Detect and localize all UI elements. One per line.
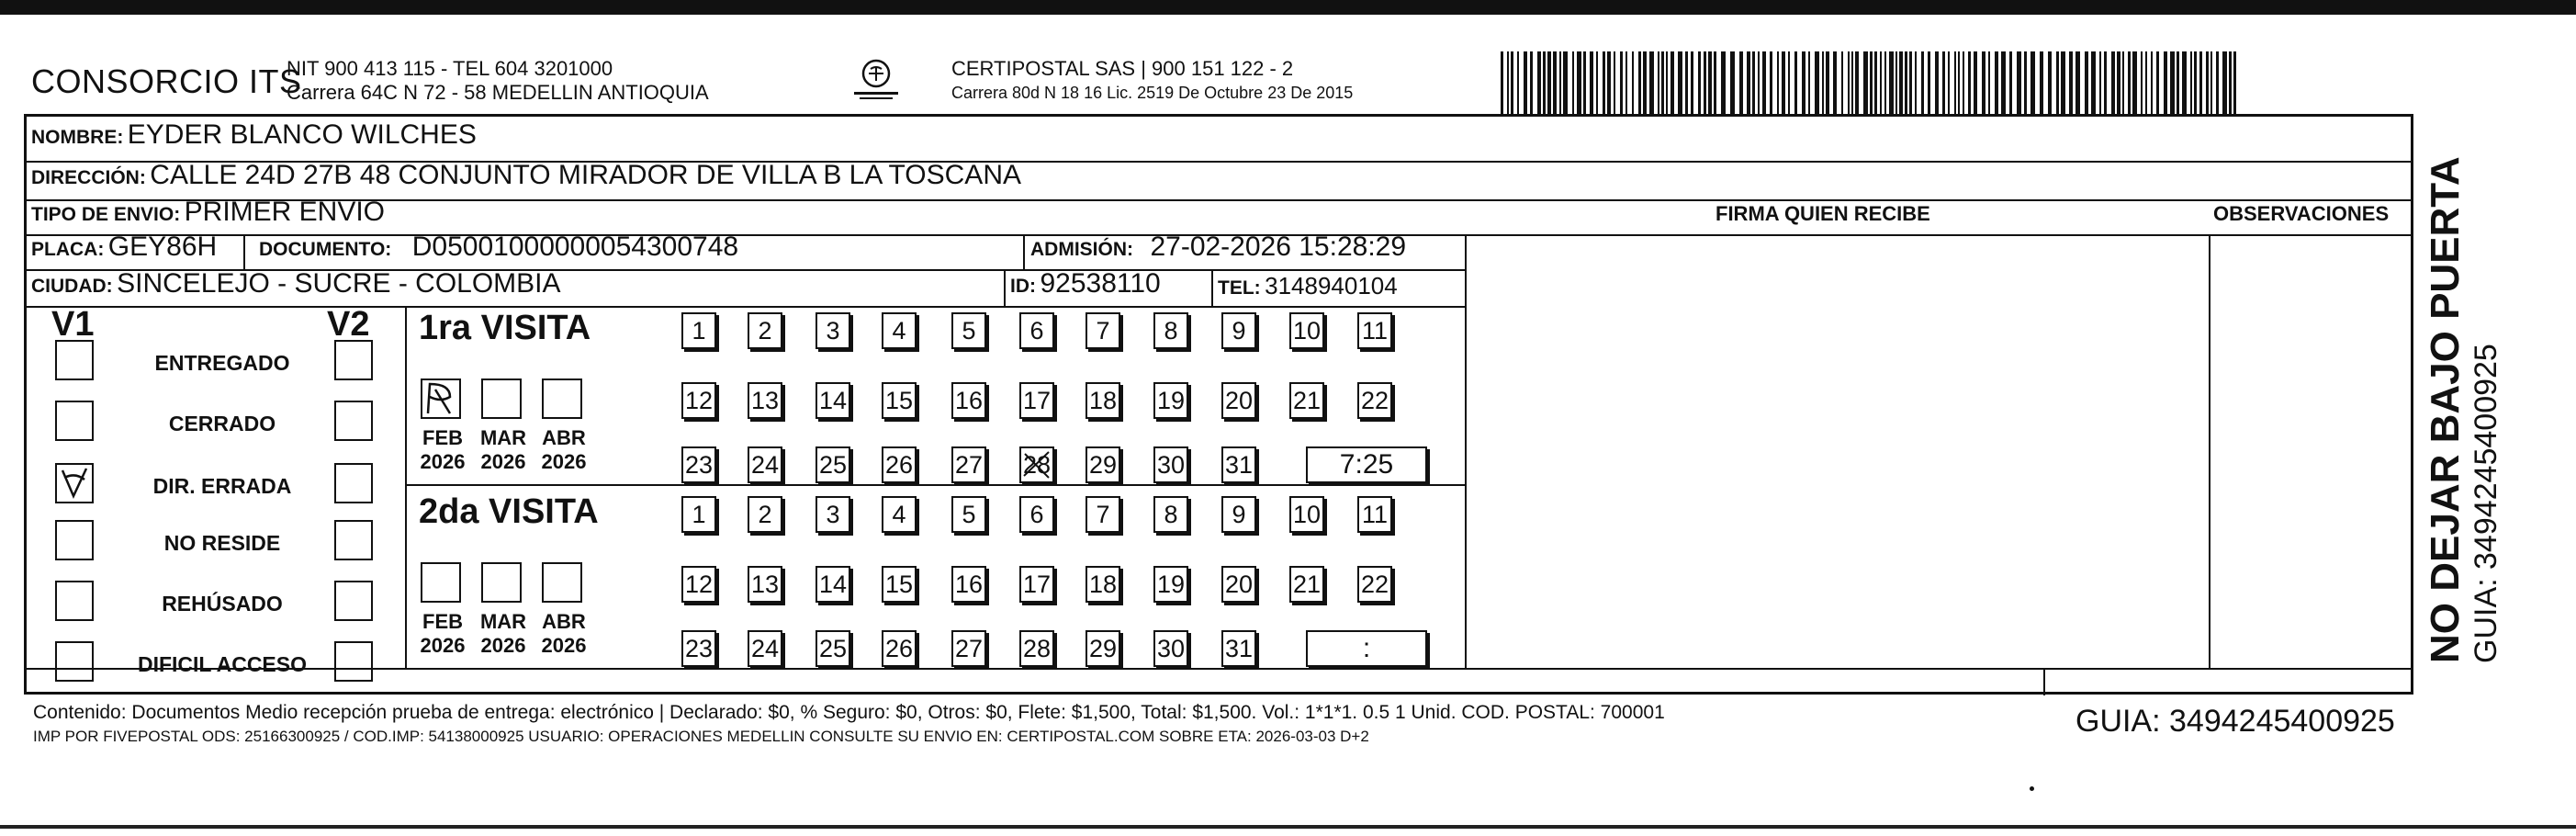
day-box[interactable]: 5 — [951, 312, 986, 349]
day-box[interactable]: 30 — [1153, 446, 1188, 483]
month-year: 2026 — [541, 450, 587, 473]
side-text — [2423, 156, 2504, 663]
certipostal-logo-icon — [852, 55, 900, 103]
month-year: 2026 — [480, 634, 526, 657]
barcode — [1501, 51, 2235, 116]
footer-imp-line: IMP POR FIVEPOSTAL ODS: 25166300925 / COD.IMP: 54138000925 USUARIO: OPERACIONES MEDELLIN CONSULTE SU ENVIO EN: CERTIPOSTAL.COM SOBRE ETA: 2026-03-03 D+2 — [33, 728, 1369, 745]
day-box[interactable]: 4 — [882, 496, 917, 533]
day-box[interactable]: 12 — [681, 382, 716, 419]
certipostal-info — [951, 57, 1353, 105]
documento-field — [259, 232, 738, 263]
status-option-label: ENTREGADO — [154, 351, 290, 375]
day-box[interactable]: 31 — [1221, 630, 1256, 667]
v1-checkbox[interactable] — [55, 641, 94, 682]
stray-dot — [2030, 786, 2034, 791]
day-box[interactable]: 29 — [1086, 446, 1120, 483]
day-box[interactable]: 13 — [748, 382, 782, 419]
month-name: MAR — [479, 426, 527, 449]
v1-checkbox[interactable] — [55, 581, 94, 621]
month-checkbox[interactable] — [421, 378, 461, 419]
v2-checkbox[interactable] — [334, 463, 373, 503]
day-box[interactable]: 14 — [816, 382, 850, 419]
month-checkbox[interactable] — [542, 562, 582, 603]
side-guia: GUIA: 3494245400925 — [2469, 344, 2503, 663]
ciudad-value: SINCELEJO - SUCRE - COLOMBIA — [117, 268, 561, 299]
id-label: ID: — [1010, 276, 1036, 297]
month-name: FEB — [422, 610, 463, 633]
day-box[interactable]: 23 — [681, 446, 716, 483]
month-label — [536, 610, 591, 658]
day-box[interactable]: 9 — [1221, 496, 1256, 533]
day-box[interactable]: 24 — [748, 446, 782, 483]
day-box[interactable]: 8 — [1153, 312, 1188, 349]
month-name: FEB — [422, 426, 463, 449]
day-box[interactable]: 11 — [1357, 312, 1392, 349]
month-year: 2026 — [420, 634, 466, 657]
day-box[interactable]: 8 — [1153, 496, 1188, 533]
day-box[interactable]: 1 — [681, 496, 716, 533]
v2-checkbox[interactable] — [334, 641, 373, 682]
visit-time-box[interactable]: 7:25 — [1306, 446, 1427, 483]
visit-title: 2da VISITA — [419, 492, 599, 531]
bottom-edge — [0, 825, 2576, 829]
id-value: 92538110 — [1040, 268, 1161, 299]
nombre-row — [31, 119, 477, 151]
day-box[interactable]: 20 — [1221, 566, 1256, 603]
month-checkbox[interactable] — [481, 378, 522, 419]
placa-label: PLACA: — [31, 239, 105, 260]
day-box[interactable]: 25 — [816, 630, 850, 667]
day-box[interactable]: 24 — [748, 630, 782, 667]
day-box[interactable]: 15 — [882, 566, 917, 603]
v1-header: V1 — [51, 305, 95, 344]
tel-field — [1218, 272, 1398, 300]
day-box[interactable]: 16 — [951, 566, 986, 603]
month-label — [476, 610, 531, 658]
day-box[interactable]: 15 — [882, 382, 917, 419]
day-box[interactable]: 31 — [1221, 446, 1256, 483]
month-year: 2026 — [480, 450, 526, 473]
day-box[interactable]: 2 — [748, 312, 782, 349]
day-box[interactable]: 6 — [1019, 496, 1054, 533]
company-line-2: Carrera 64C N 72 - 58 MEDELLIN ANTIOQUIA — [287, 81, 709, 104]
day-box[interactable]: 26 — [882, 630, 917, 667]
month-name: MAR — [479, 610, 527, 633]
day-box[interactable]: 11 — [1357, 496, 1392, 533]
day-box[interactable]: 19 — [1153, 566, 1188, 603]
tipo-envio-row — [31, 197, 385, 228]
day-box[interactable]: 18 — [1086, 566, 1120, 603]
id-field — [1010, 268, 1161, 299]
day-box[interactable]: 4 — [882, 312, 917, 349]
tel-value: 3148940104 — [1265, 272, 1398, 299]
day-box[interactable]: 21 — [1289, 382, 1324, 419]
v2-checkbox[interactable] — [334, 581, 373, 621]
documento-label: DOCUMENTO: — [259, 239, 392, 260]
day-box[interactable]: 28 — [1019, 446, 1054, 483]
day-box[interactable]: 26 — [882, 446, 917, 483]
certipostal-line-2: Carrera 80d N 18 16 Lic. 2519 De Octubre 23 De 2015 — [951, 84, 1354, 102]
day-box[interactable]: 29 — [1086, 630, 1120, 667]
certipostal-line-1: CERTIPOSTAL SAS | 900 151 122 - 2 — [951, 57, 1294, 80]
day-box[interactable]: 12 — [681, 566, 716, 603]
day-box[interactable]: 27 — [951, 630, 986, 667]
month-checkbox[interactable] — [421, 562, 461, 603]
month-label — [476, 426, 531, 474]
status-option-label: REHÚSADO — [162, 592, 283, 616]
v1-checkbox[interactable] — [55, 340, 94, 380]
day-box[interactable]: 13 — [748, 566, 782, 603]
month-checkbox[interactable] — [481, 562, 522, 603]
day-box[interactable]: 7 — [1086, 312, 1120, 349]
footer-content-line: Contenido: Documentos Medio recepción prueba de entrega: electrónico | Declarado: $0, % Seguro: $0, Otros: $0, Flete: $1,500, Total: $1,500. Vol.: 1*1*1. 0.5 1 Unid. COD. POSTAL: 700001 — [33, 702, 1665, 723]
v2-checkbox[interactable] — [334, 520, 373, 560]
direccion-label: DIRECCIÓN: — [31, 167, 146, 188]
month-checkbox[interactable] — [542, 378, 582, 419]
status-option-label: DIFICIL ACCESO — [137, 652, 307, 676]
day-box[interactable]: 3 — [816, 312, 850, 349]
tipo-envio-value: PRIMER ENVIO — [184, 197, 386, 227]
company-info — [287, 57, 709, 105]
day-box[interactable]: 27 — [951, 446, 986, 483]
firma-header: FIRMA QUIEN RECIBE — [1715, 202, 1930, 225]
day-box[interactable]: 17 — [1019, 566, 1054, 603]
direccion-value: CALLE 24D 27B 48 CONJUNTO MIRADOR DE VILLA B LA TOSCANA — [150, 160, 1021, 190]
footer-guia: GUIA: 3494245400925 — [2075, 704, 2395, 739]
company-line-1: NIT 900 413 115 - TEL 604 3201000 — [287, 57, 613, 80]
direccion-row — [31, 160, 1021, 191]
day-box[interactable]: 7 — [1086, 496, 1120, 533]
day-box[interactable]: 10 — [1289, 312, 1324, 349]
placa-value: GEY86H — [107, 232, 218, 262]
day-box[interactable]: 17 — [1019, 382, 1054, 419]
day-box[interactable]: 28 — [1019, 630, 1054, 667]
status-option-label: DIR. ERRADA — [152, 474, 292, 498]
tipo-envio-label: TIPO DE ENVIO: — [31, 204, 181, 225]
day-box[interactable]: 16 — [951, 382, 986, 419]
day-box[interactable]: 25 — [816, 446, 850, 483]
day-box[interactable]: 1 — [681, 312, 716, 349]
day-box[interactable]: 21 — [1289, 566, 1324, 603]
v1-checkbox[interactable] — [55, 520, 94, 560]
day-box[interactable]: 18 — [1086, 382, 1120, 419]
day-box[interactable]: 30 — [1153, 630, 1188, 667]
top-edge — [0, 0, 2576, 15]
month-year: 2026 — [541, 634, 587, 657]
nombre-label: NOMBRE: — [31, 127, 124, 148]
ciudad-field — [31, 268, 561, 299]
day-box[interactable]: 14 — [816, 566, 850, 603]
ciudad-label: CIUDAD: — [31, 276, 113, 297]
day-box[interactable]: 19 — [1153, 382, 1188, 419]
tel-label: TEL: — [1218, 277, 1261, 299]
day-box[interactable]: 22 — [1357, 382, 1392, 419]
day-box[interactable]: 23 — [681, 630, 716, 667]
v1-checkbox[interactable] — [55, 401, 94, 441]
v2-header: V2 — [327, 305, 370, 344]
visit-title: 1ra VISITA — [419, 309, 591, 347]
day-box[interactable]: 9 — [1221, 312, 1256, 349]
month-year: 2026 — [420, 450, 466, 473]
nombre-value: EYDER BLANCO WILCHES — [127, 119, 477, 150]
v2-checkbox[interactable] — [334, 401, 373, 441]
day-box[interactable]: 2 — [748, 496, 782, 533]
status-option-label: CERRADO — [168, 412, 276, 435]
admision-label: ADMISIÓN: — [1030, 239, 1133, 260]
company-name: CONSORCIO ITS — [31, 62, 302, 100]
visit-time-box[interactable]: : — [1306, 630, 1427, 667]
day-box[interactable]: 22 — [1357, 566, 1392, 603]
day-box[interactable]: 20 — [1221, 382, 1256, 419]
v1-checkbox[interactable] — [55, 463, 94, 503]
month-label — [536, 426, 591, 474]
month-name: ABR — [542, 610, 586, 633]
day-box[interactable]: 10 — [1289, 496, 1324, 533]
admision-field — [1030, 232, 1406, 263]
documento-value: D05001000000054300748 — [411, 232, 739, 262]
placa-field — [31, 232, 217, 263]
day-box[interactable]: 3 — [816, 496, 850, 533]
observaciones-header: OBSERVACIONES — [2213, 202, 2390, 225]
admision-value: 27-02-2026 15:28:29 — [1150, 232, 1407, 262]
status-option-label: NO RESIDE — [163, 531, 281, 555]
month-name: ABR — [542, 426, 586, 449]
day-box[interactable]: 6 — [1019, 312, 1054, 349]
v2-checkbox[interactable] — [334, 340, 373, 380]
month-label — [415, 426, 470, 474]
side-warning: NO DEJAR BAJO PUERTA — [2423, 156, 2468, 663]
day-box[interactable]: 5 — [951, 496, 986, 533]
month-label — [415, 610, 470, 658]
